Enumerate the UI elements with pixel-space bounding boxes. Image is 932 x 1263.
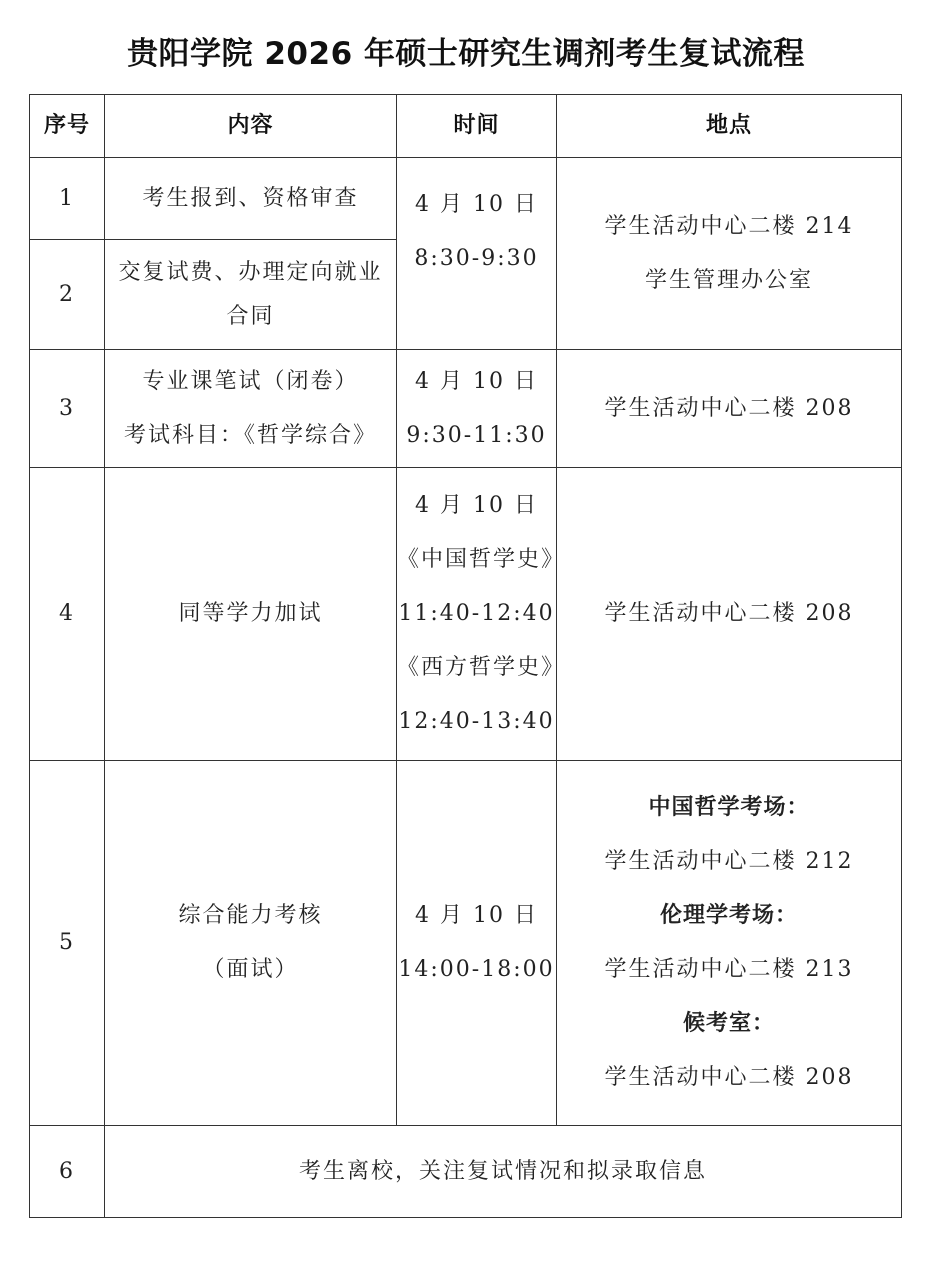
row-content (105, 761, 397, 1126)
time-line: 11:40-12:40 (398, 601, 555, 626)
header-place: 地点 (557, 95, 902, 158)
row-content (105, 240, 397, 350)
time-line: 4 月 10 日 (415, 368, 538, 394)
row-number: 3 (30, 350, 105, 468)
row-number: 6 (30, 1126, 105, 1218)
row-number: 4 (30, 468, 105, 761)
row-number: 2 (30, 240, 105, 350)
row-place: 学生活动中心二楼 208 (557, 350, 902, 468)
time-line: 9:30-11:30 (406, 422, 547, 448)
time-line: 8:30-9:30 (414, 246, 539, 271)
exam-room-label: 中国哲学考场： (648, 795, 810, 820)
table-row (30, 761, 902, 1126)
row-time (397, 350, 557, 468)
content-line: （面试） (202, 957, 299, 982)
time-line: 4 月 10 日 (415, 493, 538, 518)
content-line: 合同 (226, 303, 275, 329)
place-line: 学生活动中心二楼 212 (604, 849, 854, 874)
row-content: 考生报到、资格审查 (105, 158, 397, 240)
table-row (30, 468, 902, 761)
table-row (30, 158, 902, 240)
schedule-table (29, 94, 902, 1218)
table-row (30, 1126, 902, 1218)
place-line: 学生活动中心二楼 208 (604, 1065, 854, 1090)
header-no: 序号 (30, 95, 105, 158)
row-place (557, 761, 902, 1126)
content-line: 综合能力考核 (178, 903, 323, 928)
place-line: 学生管理办公室 (644, 267, 813, 293)
row-time (397, 468, 566, 761)
page-title: 贵阳学院 2026 年硕士研究生调剂考生复试流程 (127, 36, 805, 72)
waiting-room-label: 候考室： (682, 1011, 775, 1036)
content-line: 交复试费、办理定向就业 (118, 259, 383, 285)
content-line: 专业课笔试（闭卷） (142, 368, 359, 394)
row-place: 学生活动中心二楼 208 (557, 468, 902, 761)
time-line: 《中国哲学史》 (397, 547, 566, 572)
time-line: 4 月 10 日 (415, 192, 538, 217)
row-time (397, 158, 557, 350)
table-header-row (30, 95, 902, 158)
content-line: 考试科目：《哲学综合》 (123, 422, 377, 448)
row-time (397, 761, 557, 1126)
row-content: 同等学力加试 (105, 468, 397, 761)
place-line: 学生活动中心二楼 214 (604, 213, 854, 239)
time-line: 4 月 10 日 (415, 903, 538, 928)
time-line: 《西方哲学史》 (397, 655, 566, 680)
time-line: 14:00-18:00 (398, 957, 555, 982)
row-place (557, 158, 902, 350)
table-row (30, 350, 902, 468)
header-content: 内容 (105, 95, 397, 158)
row-number: 1 (30, 158, 105, 240)
time-line: 12:40-13:40 (398, 709, 555, 734)
row-content: 考生离校，关注复试情况和拟录取信息 (105, 1126, 902, 1218)
exam-room-label: 伦理学考场： (659, 903, 798, 928)
row-number: 5 (30, 761, 105, 1126)
header-time: 时间 (397, 95, 557, 158)
row-content (105, 350, 397, 468)
place-line: 学生活动中心二楼 213 (604, 957, 854, 982)
